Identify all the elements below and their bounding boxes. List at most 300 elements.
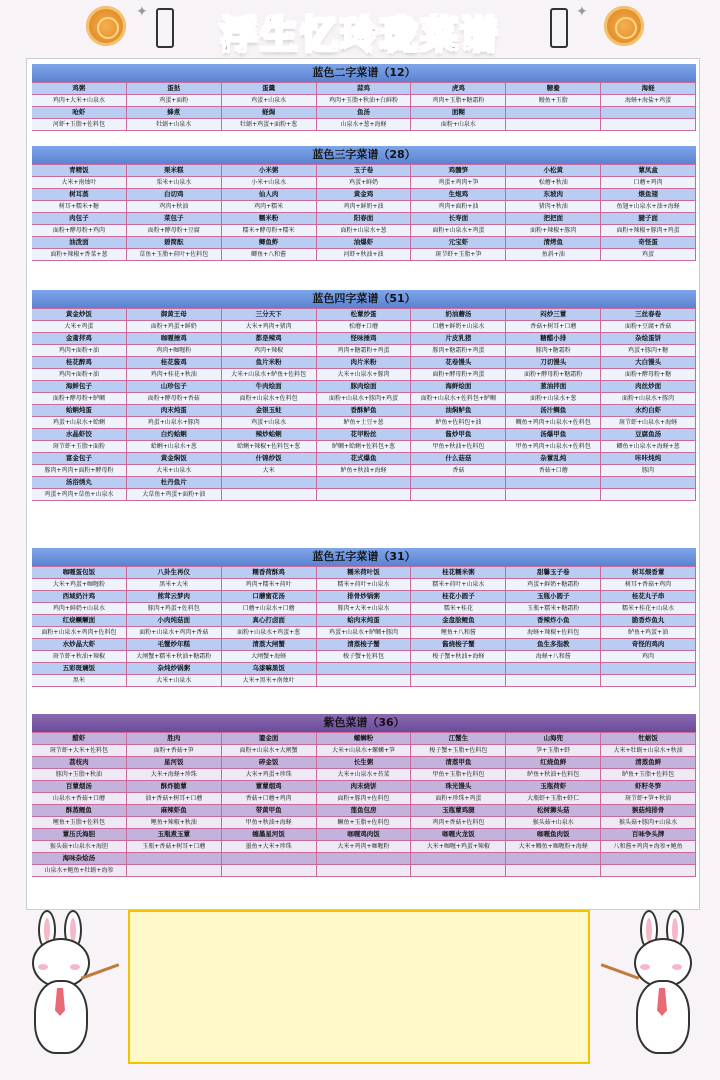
dish-name: 花甲粉丝 xyxy=(317,429,412,441)
dish-name: 蒜鸡 xyxy=(317,83,412,95)
dish-ingredients: 黑米 xyxy=(32,675,127,687)
dish-ingredients: 鲈鲷+蛤蜊+佐料包+葱 xyxy=(317,441,412,453)
dish-name: 金银玉蛀 xyxy=(222,405,317,417)
dish-name: 酱炒甲鱼 xyxy=(411,429,506,441)
dish-ingredients: 猴头菇+豚肉+山泉水 xyxy=(601,817,696,829)
dish-name xyxy=(411,477,506,489)
dish-name: 肉包子 xyxy=(32,213,127,225)
dish-name: 仙人肉 xyxy=(222,189,317,201)
dish-ingredients: 大米+鲷鱼+咖喱粉+海蛏 xyxy=(506,841,601,853)
dish-name: 酥蒸鲤鱼 xyxy=(32,805,127,817)
dish-name: 星河饭 xyxy=(127,757,222,769)
dish-ingredients: 口蘑+鸡肉 xyxy=(601,177,696,189)
section-title: 蓝色四字菜谱（51） xyxy=(32,290,696,308)
dish-ingredients: 梭子蟹+秋油+海蛏 xyxy=(411,651,506,663)
dish-name: 海蛏 xyxy=(601,83,696,95)
dish-ingredients xyxy=(317,865,412,877)
gold-section-frame xyxy=(128,910,590,1064)
dish-ingredients: 鸡肉+桂花+秋油 xyxy=(127,369,222,381)
dish-name: 碎金饭 xyxy=(222,757,317,769)
dish-name: 生炮鸡 xyxy=(411,189,506,201)
dish-ingredients: 面粉+辣椒+豚肉 xyxy=(506,225,601,237)
dish-name: 蛤肉末炖蛋 xyxy=(317,615,412,627)
dish-name: 花卷馒头 xyxy=(411,357,506,369)
section-title: 蓝色三字菜谱（28） xyxy=(32,146,696,164)
dish-ingredients: 面粉+辣椒+豚肉+鸡蛋 xyxy=(601,225,696,237)
dish-name: 海味杂烩汤 xyxy=(32,853,127,865)
dish-ingredients: 口蘑+山泉水+口蘑 xyxy=(222,603,317,615)
dish-name: 玉瓶煮玉蕈 xyxy=(127,829,222,841)
dish-name: 鱼生多指教 xyxy=(506,639,601,651)
dish-name: 奇怪蛋 xyxy=(601,237,696,249)
dish-name: 杜丹鱼片 xyxy=(127,477,222,489)
dish-name: 三丝春卷 xyxy=(601,309,696,321)
dish-ingredients: 鳜鱼+玉脂+佐料包 xyxy=(317,817,412,829)
dish-ingredients: 海蛏+辣椒+佐料包 xyxy=(506,627,601,639)
bunny-cheek xyxy=(38,964,48,970)
title-bar xyxy=(0,0,720,58)
dish-name: 蕈蕈烟鸡 xyxy=(222,781,317,793)
dish-ingredients: 大米+山泉水 xyxy=(127,675,222,687)
dish-ingredients: 河虾+玉脂+佐料包 xyxy=(32,119,127,131)
dish-name: 片皮乳猪 xyxy=(411,333,506,345)
dish-name: 面糊 xyxy=(411,107,506,119)
dish-name: 桂花小圆子 xyxy=(411,591,506,603)
dish-ingredients: 小米+山泉水 xyxy=(222,177,317,189)
dish-ingredients: 面粉+酵母粉+香菇 xyxy=(127,393,222,405)
dish-name: 蛤蜊炖蛋 xyxy=(32,405,127,417)
dish-name xyxy=(506,107,601,119)
dish-name: 莲鱼包房 xyxy=(317,805,412,817)
dish-ingredients: 面粉+山泉水+葱 xyxy=(506,393,601,405)
dish-ingredients: 树耳+糯米+糖 xyxy=(32,201,127,213)
dish-ingredients: 大米 xyxy=(222,465,317,477)
dish-ingredients: 鸡肉+玉脂+糖霜粉 xyxy=(411,95,506,107)
dish-ingredients: 豚肉+玉脂+秋油 xyxy=(32,769,127,781)
dish-name: 清蒸大闸蟹 xyxy=(222,639,317,651)
dish-name: 鲫鱼鲊 xyxy=(222,237,317,249)
dish-ingredients: 面粉+酵母粉+糖霜粉 xyxy=(506,369,601,381)
dish-ingredients xyxy=(222,865,317,877)
dish-name: 咖喱蛋包饭 xyxy=(32,567,127,579)
dish-name: 缠墨星河饭 xyxy=(222,829,317,841)
bunny-icon xyxy=(14,910,104,1060)
dish-name: 油焖鲈鱼 xyxy=(411,405,506,417)
dish-name xyxy=(601,477,696,489)
dish-ingredients: 面粉+山泉水+佐料包+鲈鲷 xyxy=(411,393,506,405)
dish-ingredients: 梭子蟹+玉脂+佐料包 xyxy=(411,745,506,757)
section-blue3 xyxy=(32,146,696,261)
dish-ingredients: 豚肉+大米+山泉水 xyxy=(317,603,412,615)
dish-ingredients xyxy=(506,865,601,877)
dish-ingredients: 猪肉+秋油 xyxy=(506,201,601,213)
dish-ingredients: 大闸蟹+糯米+秋油+糖霜粉 xyxy=(127,651,222,663)
dish-name: 什么菇菇 xyxy=(411,453,506,465)
dish-ingredients: 大米+山泉水+苔菜 xyxy=(317,769,412,781)
dish-name: 奶油蘑汤 xyxy=(411,309,506,321)
dish-name: 西域奶汁鸡 xyxy=(32,591,127,603)
dish-name: 猴菇炖排骨 xyxy=(601,805,696,817)
dish-ingredients: 香菇+树耳+口蘑 xyxy=(506,321,601,333)
dish-name: 咖喱火龙饭 xyxy=(411,829,506,841)
dish-name: 杂炖炒锅粥 xyxy=(127,663,222,675)
dish-name: 金齑拌鸡 xyxy=(32,333,127,345)
dish-ingredients: 栗米+山泉水 xyxy=(127,177,222,189)
dish-ingredients: 鸡蛋 xyxy=(601,249,696,261)
dish-ingredients: 鸡蛋+山泉水+蛤蜊 xyxy=(32,417,127,429)
dish-name: 白灼蛤蜊 xyxy=(127,429,222,441)
dish-ingredients: 甲鱼+秋油+海蛏 xyxy=(222,817,317,829)
dish-ingredients xyxy=(506,119,601,131)
dish-ingredients: 鸡肉+辣椒 xyxy=(222,345,317,357)
dish-name: 红烧鱼鲜 xyxy=(506,757,601,769)
dish-name: 什锦炒饭 xyxy=(222,453,317,465)
dish-name: 清蒸鱼鲜 xyxy=(601,757,696,769)
dish-name: 蕈压氏海胆 xyxy=(32,829,127,841)
dish-ingredients: 树耳+香菇+鸡肉 xyxy=(601,579,696,591)
dish-ingredients: 油+香菇+树耳+口蘑 xyxy=(127,793,222,805)
dish-ingredients: 面粉+酵母粉+鸡肉 xyxy=(32,225,127,237)
dish-ingredients: 八和酱+鸡肉+海参+鲍鱼 xyxy=(601,841,696,853)
dish-ingredients: 面粉+香菇+笋 xyxy=(127,745,222,757)
dish-name: 富金包子 xyxy=(32,453,127,465)
dish-ingredients: 蛤蜊+辣椒+佐料包+葱 xyxy=(222,441,317,453)
dish-name xyxy=(317,663,412,675)
dish-ingredients: 鲷鱼+鸡肉+山泉水+佐料包 xyxy=(506,417,601,429)
dish-name: 桂花糯米粥 xyxy=(411,567,506,579)
dish-ingredients: 大米+鸡蛋 xyxy=(32,321,127,333)
dish-name: 真心打卤面 xyxy=(222,615,317,627)
dish-ingredients: 豚肉+鸡蛋+佐料包 xyxy=(127,603,222,615)
dish-name: 珠光馒头 xyxy=(411,781,506,793)
dish-ingredients: 鲈鱼+佐料包+油 xyxy=(411,417,506,429)
dish-name: 葱油拌面 xyxy=(506,381,601,393)
section-title: 蓝色五字菜谱（31） xyxy=(32,548,696,566)
page-title: 浮生忆玲珑菜谱 xyxy=(219,13,500,57)
dish-name: 酱烧梭子蟹 xyxy=(411,639,506,651)
dish-ingredients: 鸡蛋+鲜奶+糖霜粉 xyxy=(506,579,601,591)
dish-ingredients: 鸡蛋+面粉 xyxy=(127,95,222,107)
dish-name: 熊茸云梦肉 xyxy=(127,591,222,603)
dish-name: 玉瓶小圆子 xyxy=(506,591,601,603)
dish-ingredients: 鲤鱼+辣椒+秋油 xyxy=(127,817,222,829)
dish-ingredients: 大闸蟹+海蛏 xyxy=(222,651,317,663)
dish-name xyxy=(411,853,506,865)
dish-ingredients: 鱼翅+山泉水+油+海蛏 xyxy=(601,201,696,213)
dish-name: 御黄王母 xyxy=(127,309,222,321)
dish-name: 阳春面 xyxy=(317,213,412,225)
dish-name: 脆香炸鱼丸 xyxy=(601,615,696,627)
dish-name: 鱼汤 xyxy=(317,107,412,119)
dish-name: 豚肉烩面 xyxy=(317,381,412,393)
dish-name: 桂花醉鸡 xyxy=(32,357,127,369)
dish-ingredients: 大米+鸡肉+猪肉 xyxy=(222,321,317,333)
dish-ingredients: 香菇 xyxy=(411,465,506,477)
dish-name xyxy=(601,663,696,675)
dish-ingredients: 鲤鱼+八和酱 xyxy=(411,627,506,639)
dish-name: 腱子面 xyxy=(601,213,696,225)
dish-name: 蕈凤盒 xyxy=(601,165,696,177)
dish-name: 排骨炒锅粥 xyxy=(317,591,412,603)
dish-ingredients: 大米+黑米+南烛叶 xyxy=(222,675,317,687)
dish-ingredients: 面粉+鸡蛋+鲜奶 xyxy=(127,321,222,333)
dish-name: 酥炸脆蕈 xyxy=(127,781,222,793)
dish-ingredients: 大米+南烛叶 xyxy=(32,177,127,189)
dish-name: 咖喱捶鸡 xyxy=(127,333,222,345)
dish-name: 汤爆甲鱼 xyxy=(506,429,601,441)
dish-ingredients: 面粉+山泉水 xyxy=(411,119,506,131)
dish-name xyxy=(601,853,696,865)
dish-name: 咖喱鸡肉饭 xyxy=(317,829,412,841)
dish-name xyxy=(506,663,601,675)
dish-ingredients: 面粉+辣椒+香菜+葱 xyxy=(32,249,127,261)
dish-ingredients: 鸡肉+香菇+佐料包 xyxy=(411,817,506,829)
dish-name xyxy=(317,853,412,865)
dish-name: 牡蛎饭 xyxy=(601,733,696,745)
dish-name: 胜肉 xyxy=(127,733,222,745)
dish-name: 树耳蒸 xyxy=(32,189,127,201)
dish-name: 虎鸡 xyxy=(411,83,506,95)
dish-name: 油爆虾 xyxy=(317,237,412,249)
dish-name: 树耳煨香蕈 xyxy=(601,567,696,579)
dish-ingredients xyxy=(317,489,412,501)
dish-ingredients: 海蛏+八和酱 xyxy=(506,651,601,663)
dish-ingredients: 大米+牡蛎+山泉水+秋油 xyxy=(601,745,696,757)
dish-name: 栗米糕 xyxy=(127,165,222,177)
dish-ingredients: 牡蛎+鸡蛋+面粉+葱 xyxy=(222,119,317,131)
dish-ingredients: 鸡蛋+山泉水 xyxy=(222,417,317,429)
section-title: 蓝色二字菜谱（12） xyxy=(32,64,696,82)
dish-name: 糯米荷叶饭 xyxy=(317,567,412,579)
dish-name: 螺蛳粉 xyxy=(317,733,412,745)
dish-ingredients: 鸡肉+秋油 xyxy=(127,201,222,213)
dish-name xyxy=(222,477,317,489)
dish-name: 东坡肉 xyxy=(506,189,601,201)
dish-ingredients: 大米+山泉水+豚肉 xyxy=(317,369,412,381)
dish-name: 山海兜 xyxy=(506,733,601,745)
dish-name: 豆腐鱼汤 xyxy=(601,429,696,441)
dish-name: 咔咔炖炖 xyxy=(601,453,696,465)
dish-ingredients: 笋+玉脂+虾 xyxy=(506,745,601,757)
dish-name: 青精饭 xyxy=(32,165,127,177)
dish-ingredients: 面粉+豚肉+佐料包 xyxy=(317,793,412,805)
dish-ingredients: 鸡肉+鲜奶+山泉水 xyxy=(32,603,127,615)
section-blue5 xyxy=(32,548,696,687)
recipe-grid xyxy=(32,732,696,877)
dish-ingredients xyxy=(601,119,696,131)
dish-name: 小米粥 xyxy=(222,165,317,177)
dish-name: 怪味捶鸡 xyxy=(317,333,412,345)
dish-ingredients: 斑节虾+笋+秋油 xyxy=(601,793,696,805)
dish-ingredients: 斑节虾+玉脂+笋 xyxy=(411,249,506,261)
dish-ingredients xyxy=(411,489,506,501)
dish-name: 汤浴绣丸 xyxy=(32,477,127,489)
dish-ingredients xyxy=(601,489,696,501)
dish-name: 水灼白虾 xyxy=(601,405,696,417)
bunny-cheek xyxy=(640,964,650,970)
dish-ingredients: 斑节虾+山泉水+海蛏 xyxy=(601,417,696,429)
dish-ingredients: 鸡肉+面粉+油 xyxy=(411,201,506,213)
dish-ingredients: 大米+山泉水+螺蛳+笋 xyxy=(317,745,412,757)
dish-ingredients: 牡蛎+山泉水 xyxy=(127,119,222,131)
dish-ingredients: 豚肉+糖霜粉+鸡蛋 xyxy=(411,345,506,357)
dish-ingredients: 山泉水+鲍鱼+牡蛎+海参 xyxy=(32,865,127,877)
dish-name: 玉子卷 xyxy=(317,165,412,177)
dish-name: 香酥鲈鱼 xyxy=(317,405,412,417)
dish-ingredients: 草鱼+玉脂+荷叶+佐料包 xyxy=(127,249,222,261)
dish-ingredients: 松蘑+秋油 xyxy=(506,177,601,189)
dish-name xyxy=(411,663,506,675)
dish-name: 山珍包子 xyxy=(127,381,222,393)
section-blue4 xyxy=(32,290,696,501)
dish-name: 金盘脍鲤鱼 xyxy=(411,615,506,627)
dish-name: 海鲜包子 xyxy=(32,381,127,393)
dish-name: 黄金炒饭 xyxy=(32,309,127,321)
dish-name: 长寿面 xyxy=(411,213,506,225)
section-blue2 xyxy=(32,64,696,131)
dish-name: 把把面 xyxy=(506,213,601,225)
dish-ingredients: 鸡肉 xyxy=(601,651,696,663)
dish-ingredients: 玉瓶+香菇+树耳+口蘑 xyxy=(127,841,222,853)
dish-name: 松树狮头菇 xyxy=(506,805,601,817)
dish-ingredients xyxy=(411,865,506,877)
dish-name xyxy=(222,853,317,865)
dish-ingredients: 鳗鱼+玉脂 xyxy=(506,95,601,107)
dish-ingredients: 河虾+秋油+油 xyxy=(317,249,412,261)
dish-ingredients xyxy=(506,675,601,687)
dish-name: 百蕈烟汤 xyxy=(32,781,127,793)
dish-ingredients: 豚肉+糖霜粉 xyxy=(506,345,601,357)
dish-ingredients xyxy=(222,489,317,501)
dish-ingredients: 大米+鸡蛋+珍珠 xyxy=(222,769,317,781)
dish-ingredients xyxy=(127,865,222,877)
dish-name: 醋虾 xyxy=(32,733,127,745)
dish-name: 带黄甲鱼 xyxy=(222,805,317,817)
dish-ingredients: 猴头菇+山泉水+海胆 xyxy=(32,841,127,853)
dish-ingredients: 鲫鱼+山泉水+海蛏+葱 xyxy=(601,441,696,453)
dish-ingredients: 斑节虾+大米+佐料包 xyxy=(32,745,127,757)
bunny-cheek xyxy=(672,964,682,970)
dish-name: 刀切馒头 xyxy=(506,357,601,369)
dish-ingredients: 面粉+豆腐+香菇 xyxy=(601,321,696,333)
dish-ingredients: 鲈鱼+鸡蛋+油 xyxy=(601,627,696,639)
dish-name: 小肉炖菇面 xyxy=(127,615,222,627)
dish-ingredients: 鸡蛋+鸡肉+笋 xyxy=(411,177,506,189)
dish-name: 辣炒蛤蜊 xyxy=(222,429,317,441)
dish-name: 百味争头牌 xyxy=(601,829,696,841)
dish-name: 碧简酝 xyxy=(127,237,222,249)
dish-name: 糯香荷酥鸡 xyxy=(222,567,317,579)
dish-name: 蛋羹 xyxy=(222,83,317,95)
dish-name: 白切鸡 xyxy=(127,189,222,201)
dish-ingredients xyxy=(601,865,696,877)
dish-ingredients: 鲤鱼+玉脂+佐料包 xyxy=(32,817,127,829)
dish-name: 黄金鸡 xyxy=(317,189,412,201)
dish-name: 呛虾 xyxy=(32,107,127,119)
dish-name: 煨鱼翅 xyxy=(601,189,696,201)
dish-ingredients: 面粉+山泉水+豚肉 xyxy=(601,393,696,405)
dish-ingredients: 面粉+山泉水+鸡肉+佐料包 xyxy=(32,627,127,639)
dish-ingredients: 鸡蛋+山泉水+豚肉 xyxy=(127,417,222,429)
dish-name: 鎏金面 xyxy=(222,733,317,745)
dish-name: 大白馒头 xyxy=(601,357,696,369)
dish-name: 松蕈炒蛋 xyxy=(317,309,412,321)
dish-ingredients: 糯米+荷叶+山泉水 xyxy=(411,579,506,591)
dish-ingredients: 大米+山泉水+鲈鱼+佐料包 xyxy=(222,369,317,381)
dish-ingredients: 鸡蛋+山泉水 xyxy=(222,95,317,107)
dish-ingredients: 鸡肉+面粉+油 xyxy=(32,369,127,381)
dish-ingredients: 大草鱼+鸡蛋+面粉+油 xyxy=(127,489,222,501)
dish-name: 闷炒三蕈 xyxy=(506,309,601,321)
dish-ingredients: 鸡肉+面粉+油 xyxy=(32,345,127,357)
dish-name: 蛋挞 xyxy=(127,83,222,95)
dish-name: 桂花酱鸡 xyxy=(127,357,222,369)
dish-name: 海鲜烩面 xyxy=(411,381,506,393)
dish-ingredients: 豚肉 xyxy=(601,465,696,477)
dish-name: 清烤鱼 xyxy=(506,237,601,249)
dish-ingredients: 面粉+山泉水+豚肉+鸡蛋 xyxy=(317,393,412,405)
dish-ingredients: 松蘑+口蘑 xyxy=(317,321,412,333)
dish-ingredients: 山泉水+葱+海蛏 xyxy=(317,119,412,131)
dish-name: 水炒晶大虾 xyxy=(32,639,127,651)
dish-ingredients: 鲈鱼+土豆+葱 xyxy=(317,417,412,429)
dish-name: 清蒸甲鱼 xyxy=(411,757,506,769)
sparkle-icon: ✦ xyxy=(136,4,148,20)
dish-ingredients xyxy=(506,489,601,501)
dish-ingredients: 斑节虾+玉脂+面粉 xyxy=(32,441,127,453)
dish-name: 肉片米粉 xyxy=(317,357,412,369)
dish-name: 红烧鳜鳜面 xyxy=(32,615,127,627)
dish-ingredients: 鸡蛋+鸡肉+草鱼+山泉水 xyxy=(32,489,127,501)
dish-name: 甜馨玉子卷 xyxy=(506,567,601,579)
dish-ingredients: 大米+鸡肉+咖喱粉 xyxy=(317,841,412,853)
dish-ingredients: 鸡蛋+鲜奶 xyxy=(317,177,412,189)
dish-name: 杂烩蛋饼 xyxy=(601,333,696,345)
dish-ingredients xyxy=(317,675,412,687)
dish-ingredients: 香菇+口蘑 xyxy=(506,465,601,477)
dish-ingredients: 梭子蟹+佐料包 xyxy=(317,651,412,663)
dish-ingredients: 玉瓶+糯米+糖霜粉 xyxy=(506,603,601,615)
dish-ingredients: 大米+海蛏+珍珠 xyxy=(127,769,222,781)
dish-name: 桂花丸子串 xyxy=(601,591,696,603)
dish-ingredients: 大米+鸡蛋+咖喱粉 xyxy=(32,579,127,591)
dish-ingredients: 面粉+酵母粉+豆腐 xyxy=(127,225,222,237)
dish-name: 糖鲞 xyxy=(506,83,601,95)
dish-ingredients: 墨鱼+大米+珍珠 xyxy=(222,841,317,853)
dish-name: 玉瓶蕈鸡腿 xyxy=(411,805,506,817)
bunny-icon xyxy=(616,910,706,1060)
dish-ingredients: 面粉+酵母粉+鲈鲷 xyxy=(32,393,127,405)
dish-name: 玉瓶荷虾 xyxy=(506,781,601,793)
dish-ingredients: 糯米+荷叶+山泉水 xyxy=(317,579,412,591)
dish-name: 蛏焗 xyxy=(222,107,317,119)
dish-ingredients: 鸡肉+糖霜粉+鸡蛋 xyxy=(317,345,412,357)
dish-name: 蜂煮 xyxy=(127,107,222,119)
dish-name xyxy=(601,107,696,119)
dish-ingredients: 面粉+珍珠+鸡蛋 xyxy=(411,793,506,805)
dish-ingredients: 面粉+山泉水+大闸蟹 xyxy=(222,745,317,757)
dish-ingredients: 糯米+桂花 xyxy=(411,603,506,615)
dish-name: 鸡粥 xyxy=(32,83,127,95)
dish-ingredients: 香菇+口蘑+鸡肉 xyxy=(222,793,317,805)
dish-ingredients: 甲鱼+鸡肉+山泉水+佐料包 xyxy=(506,441,601,453)
dish-name: 油泼面 xyxy=(32,237,127,249)
dish-ingredients: 豚肉+鸡肉+面粉+酵母粉 xyxy=(32,465,127,477)
dish-name: 三分天下 xyxy=(222,309,317,321)
dish-name: 鸡髓笋 xyxy=(411,165,506,177)
dish-name: 鱼片米粉 xyxy=(222,357,317,369)
dish-ingredients: 鸡蛋+山泉水+鲈鲷+豚肉 xyxy=(317,627,412,639)
